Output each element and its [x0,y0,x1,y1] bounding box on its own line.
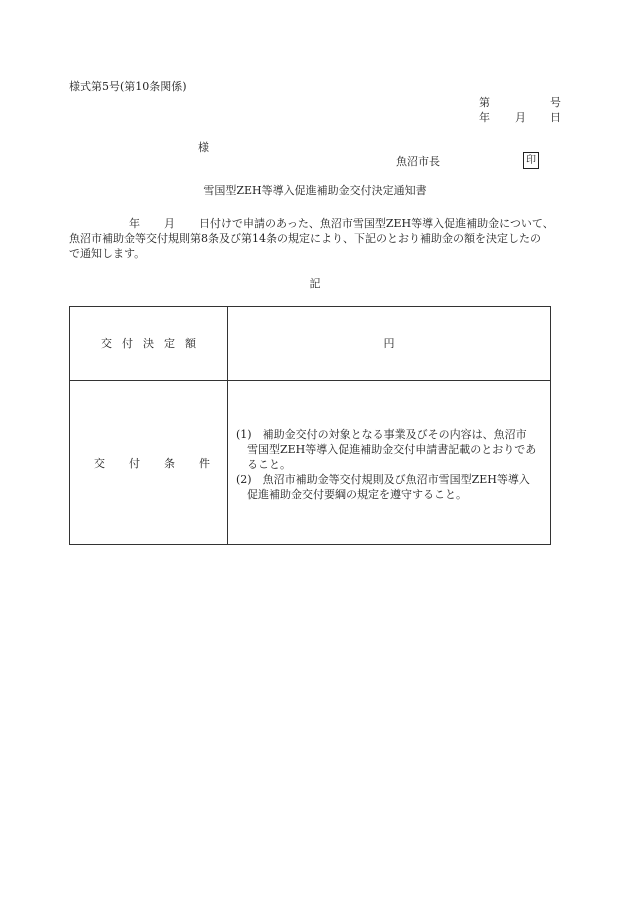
conditions-label: 交付条件 [94,457,234,470]
ki-heading: 記 [309,277,321,290]
condition-line: (1) 補助金交付の対象となる事業及びその内容は、魚沼市 [236,428,527,441]
form-number: 様式第5号(第10条関係) [69,80,187,93]
condition-line: (2) 魚沼市補助金等交付規則及び魚沼市雪国型ZEH等導入 [236,473,530,486]
conditions-row [70,380,550,544]
condition-line: 雪国型ZEH等導入促進補助金交付申請書記載のとおりであ [247,443,537,456]
body-year: 年 [129,217,140,230]
body-line-1-rest: 日付けで申請のあった、魚沼市雪国型ZEH等導入促進補助金について、 [199,217,554,230]
amount-row [70,307,550,381]
amount-label-cell [70,307,228,380]
condition-line: ること。 [247,458,291,471]
document-title: 雪国型ZEH等導入促進補助金交付決定通知書 [203,184,427,197]
body-line-1 [69,216,561,231]
amount-unit: 円 [383,337,395,350]
document-number-suffix: 号 [550,96,561,109]
conditions-list [236,427,548,502]
body-month: 月 [164,217,175,230]
body-line-2: 魚沼市補助金等交付規則第8条及び第14条の規定により、下記のとおり補助金の額を決定したの [69,232,541,245]
addressee-suffix: 様 [198,141,209,154]
issuer-name: 魚沼市長 [396,155,440,168]
body-line-3: で通知します。 [69,247,146,260]
conditions-value-cell [228,380,550,544]
date-month: 月 [515,111,526,124]
date-year: 年 [479,111,490,124]
grant-table [69,306,551,545]
condition-line: 促進補助金交付要綱の規定を遵守すること。 [247,488,467,501]
amount-label: 交付決定額 [101,337,206,350]
conditions-label-cell [70,380,234,544]
seal-stamp: 印 [523,152,539,169]
amount-value-cell [228,307,550,380]
date-day: 日 [550,111,561,124]
document-number-prefix: 第 [479,96,490,109]
notice-body [69,216,561,261]
